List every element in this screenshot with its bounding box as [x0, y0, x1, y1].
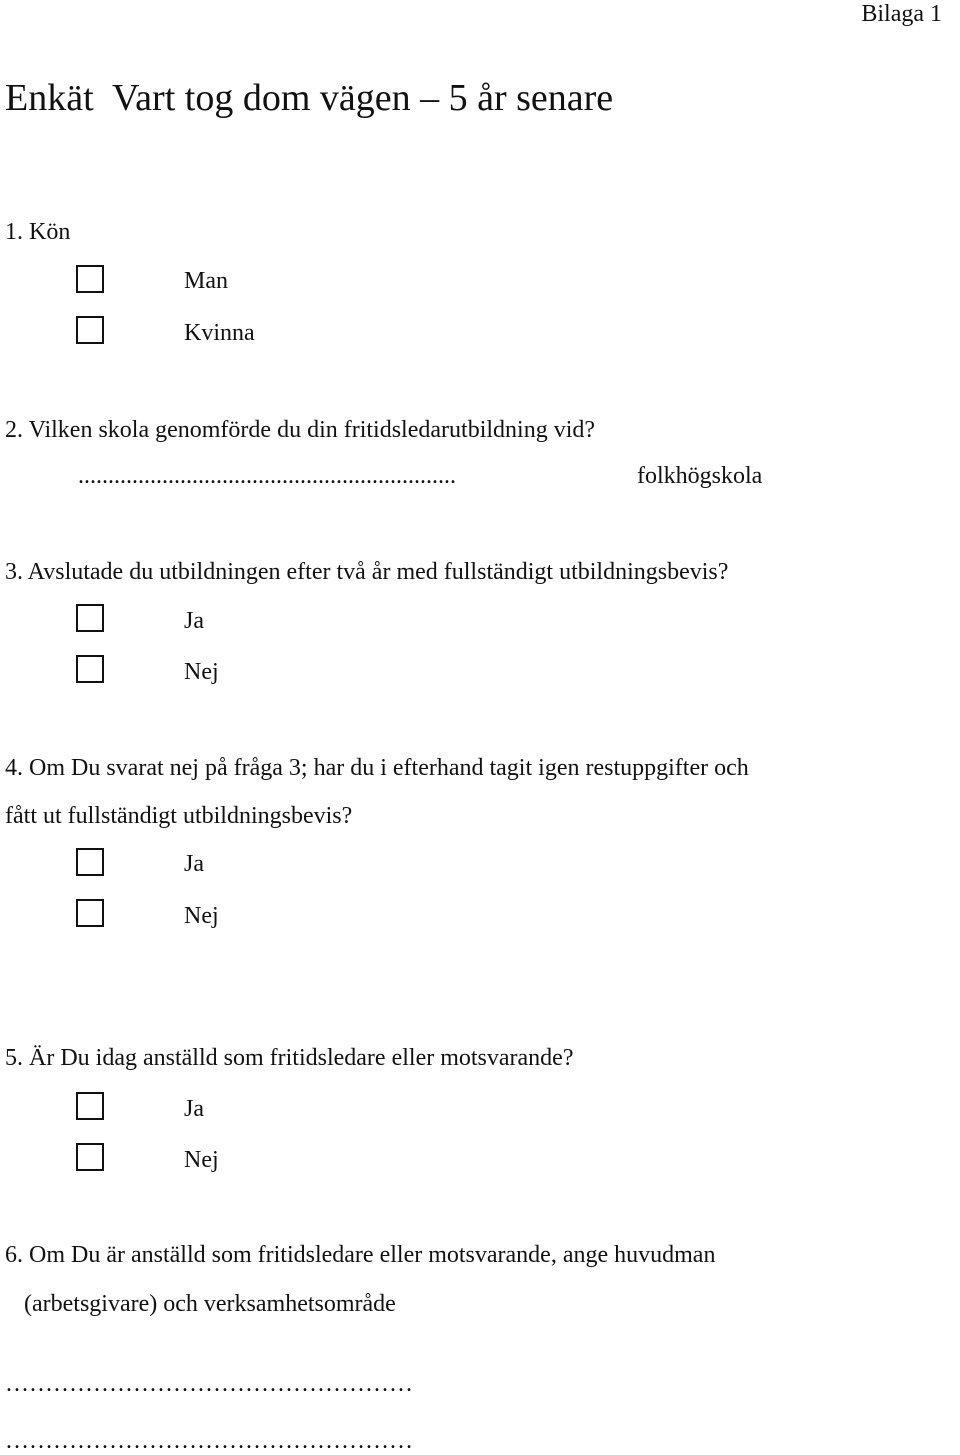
checkbox-q5-ja[interactable] [76, 1092, 104, 1120]
checkbox-q3-ja[interactable] [76, 604, 104, 632]
question-4-text-line1: 4. Om Du svarat nej på fråga 3; har du i efterhand tagit igen restuppgifter och [5, 755, 749, 781]
attachment-label: Bilaga 1 [861, 1, 942, 27]
employer-answer-line-2[interactable]: …………………………………………… [5, 1428, 413, 1454]
option-q4-nej-label: Nej [184, 903, 219, 929]
option-q4-ja-label: Ja [184, 851, 204, 877]
employer-answer-line-1[interactable]: …………………………………………… [5, 1371, 413, 1397]
option-q3-nej-label: Nej [184, 659, 219, 685]
question-5-text: 5. Är Du idag anställd som fritidsledare eller motsvarande? [5, 1045, 574, 1071]
checkbox-man[interactable] [76, 265, 104, 293]
page-title: Enkät Vart tog dom vägen – 5 år senare [5, 77, 614, 119]
option-kvinna-label: Kvinna [184, 320, 255, 346]
question-4-text-line2: fått ut fullständigt utbildningsbevis? [5, 803, 353, 829]
question-6-text-line1: 6. Om Du är anställd som fritidsledare eller motsvarande, ange huvudman [5, 1242, 716, 1268]
option-man-label: Man [184, 268, 228, 294]
option-q5-nej-label: Nej [184, 1147, 219, 1173]
checkbox-q5-nej[interactable] [76, 1143, 104, 1171]
question-6-text-line2: (arbetsgivare) och verksamhetsområde [24, 1291, 396, 1317]
school-answer-suffix: folkhögskola [637, 463, 763, 489]
question-1-text: 1. Kön [5, 219, 71, 245]
school-answer-field[interactable]: ............................................................... [78, 463, 456, 489]
checkbox-q3-nej[interactable] [76, 655, 104, 683]
checkbox-kvinna[interactable] [76, 316, 104, 344]
question-3-text: 3. Avslutade du utbildningen efter två år med fullständigt utbildningsbevis? [5, 559, 729, 585]
checkbox-q4-nej[interactable] [76, 899, 104, 927]
question-2-text: 2. Vilken skola genomförde du din fritidsledarutbildning vid? [5, 417, 596, 443]
checkbox-q4-ja[interactable] [76, 848, 104, 876]
option-q5-ja-label: Ja [184, 1096, 204, 1122]
option-q3-ja-label: Ja [184, 608, 204, 634]
